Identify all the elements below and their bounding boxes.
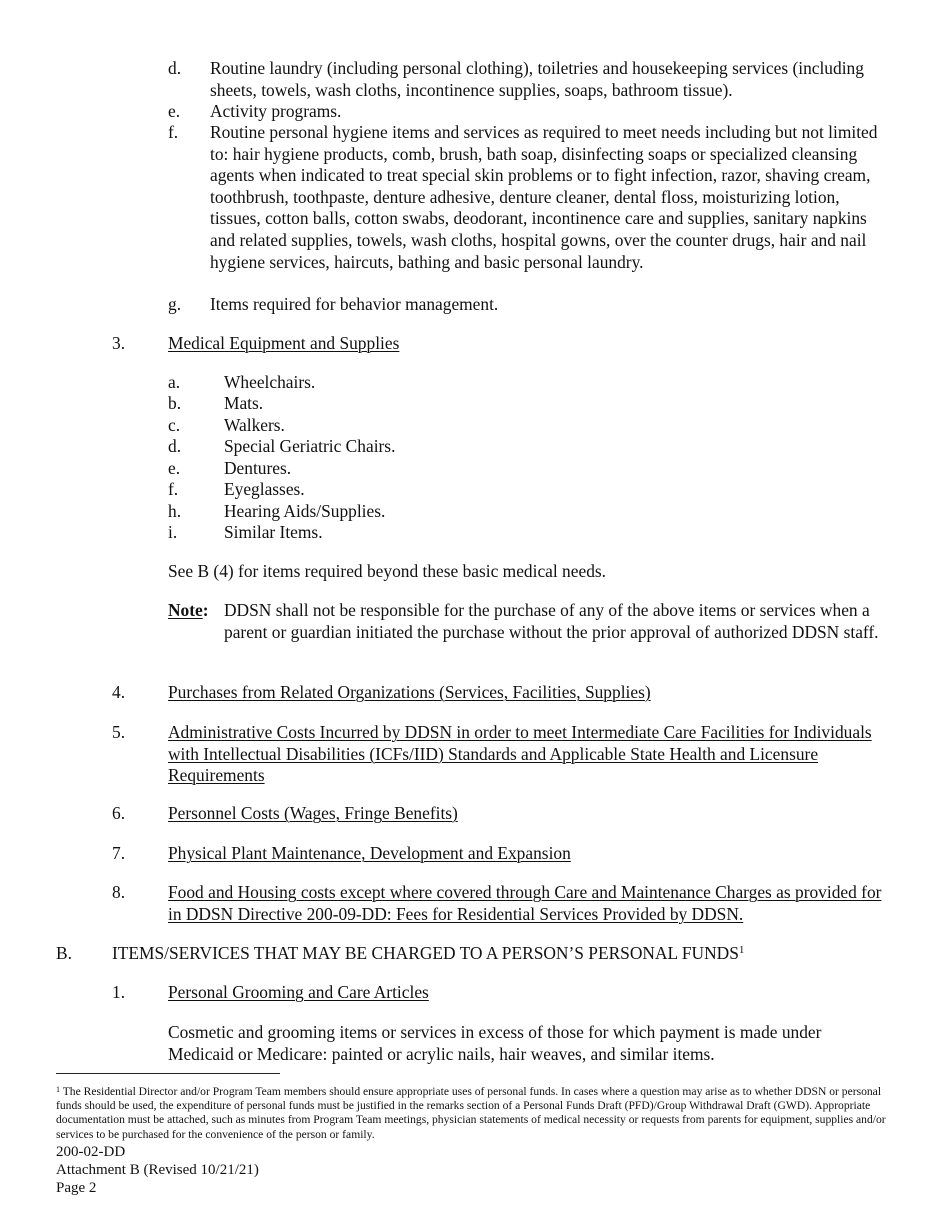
section-b-heading: ITEMS/SERVICES THAT MAY BE CHARGED TO A PERSON’S PERSONAL FUNDS$^1$ bbox=[112, 943, 745, 963]
section-heading: Food and Housing costs except where covered through Care and Maintenance Charges as provided for in DDSN Directive 200-09-DD: Fees for Residential Services Provided by DDSN. bbox=[168, 882, 882, 924]
footer-page-number: Page 2 bbox=[56, 1180, 97, 1196]
list-text: Mats. bbox=[224, 393, 264, 413]
list-text: Activity programs. bbox=[210, 101, 342, 121]
footnote bbox=[56, 1083, 892, 1142]
list-text: Routine laundry (including personal clothing), toiletries and housekeeping services (including sheets, towels, wash cloths, incontinence supplies, soaps, bathroom tissue). bbox=[210, 58, 864, 100]
list-text: Wheelchairs. bbox=[224, 372, 316, 392]
list-text: Hearing Aids/Supplies. bbox=[224, 501, 386, 521]
list-label: h. bbox=[168, 501, 182, 521]
list-text: Special Geriatric Chairs. bbox=[224, 436, 396, 456]
list-text: Walkers. bbox=[224, 415, 285, 435]
section-number: 7. bbox=[112, 843, 126, 863]
section-number: 5. bbox=[112, 722, 126, 742]
list-label: d. bbox=[168, 58, 182, 78]
section-heading: Physical Plant Maintenance, Development and Expansion bbox=[168, 843, 571, 863]
list-label: c. bbox=[168, 415, 181, 435]
footnote-divider bbox=[56, 1073, 280, 1074]
list-label: d. bbox=[168, 436, 182, 456]
list-text: Dentures. bbox=[224, 458, 292, 478]
list-label: b. bbox=[168, 393, 182, 413]
section-number: 1. bbox=[112, 982, 126, 1002]
section-letter: B. bbox=[56, 943, 72, 963]
section-number: 4. bbox=[112, 682, 126, 702]
footer-attachment: Attachment B (Revised 10/21/21) bbox=[56, 1162, 259, 1178]
list-label: e. bbox=[168, 458, 181, 478]
list-label: i. bbox=[168, 522, 178, 542]
see-reference: See B (4) for items required beyond these basic medical needs. bbox=[168, 561, 607, 581]
list-text: Eyeglasses. bbox=[224, 479, 305, 499]
list-label: f. bbox=[168, 479, 179, 499]
section-heading: Personal Grooming and Care Articles bbox=[168, 982, 429, 1002]
list-label: a. bbox=[168, 372, 181, 392]
footnote-number: 1 bbox=[56, 1085, 60, 1094]
list-label: f. bbox=[168, 122, 179, 142]
footnote-text: The Residential Director and/or Program Team members should ensure appropriate uses of personal funds. In cases where a question may arise as to whether DDSN or personal funds should be used, the expenditure of personal funds must be justified in the remarks section of a Personal Funds Draft (PFD)/Group Withdrawal Draft (GWD). Appropriate documentation must be attached, such as minutes from Program Team meetings, physician statements of medical necessity or requests from parents for equipment, supplies and/or services to be purchased for the convenience of the person or family. bbox=[56, 1085, 886, 1141]
note-label: Note: bbox=[168, 600, 209, 620]
footer-doc-number: 200-02-DD bbox=[56, 1144, 126, 1160]
list-label: g. bbox=[168, 294, 182, 314]
section-heading: Purchases from Related Organizations (Services, Facilities, Supplies) bbox=[168, 682, 651, 702]
list-text: Similar Items. bbox=[224, 522, 323, 542]
list-text: Items required for behavior management. bbox=[210, 294, 499, 314]
note-text: DDSN shall not be responsible for the purchase of any of the above items or services when a parent or guardian initiated the purchase without the prior approval of authorized DDSN staff. bbox=[224, 600, 879, 642]
footnote-marker[interactable]: 1 bbox=[738, 944, 745, 956]
section-heading: Administrative Costs Incurred by DDSN in order to meet Intermediate Care Facilities for Individuals with Intellectual Disabilities (ICFs/IID) Standards and Applicable State Health and Licensure Requirements bbox=[168, 722, 872, 786]
section-heading: Medical Equipment and Supplies bbox=[168, 333, 400, 353]
section-heading: Personnel Costs (Wages, Fringe Benefits) bbox=[168, 803, 458, 823]
paragraph: Cosmetic and grooming items or services in excess of those for which payment is made under Medicaid or Medicare: painted or acrylic nails, hair weaves, and similar items. bbox=[168, 1022, 822, 1064]
list-label: e. bbox=[168, 101, 181, 121]
section-number: 3. bbox=[112, 333, 126, 353]
list-text: Routine personal hygiene items and services as required to meet needs including but not limited to: hair hygiene products, comb, brush, bath soap, disinfecting soaps or specialized cleansing agents when indicated to treat special skin problems or to fight infection, razor, shaving cream, toothbrush, toothpaste, denture adhesive, denture cleaner, dental floss, moisturizing lotion, tissues, cotton balls, cotton swabs, deodorant, incontinence care and supplies, sanitary napkins and related supplies, towels, wash cloths, hospital gowns, over the counter drugs, hair and nail hygiene services, haircuts, bathing and basic personal laundry. bbox=[210, 122, 878, 272]
section-number: 8. bbox=[112, 882, 126, 902]
section-number: 6. bbox=[112, 803, 126, 823]
